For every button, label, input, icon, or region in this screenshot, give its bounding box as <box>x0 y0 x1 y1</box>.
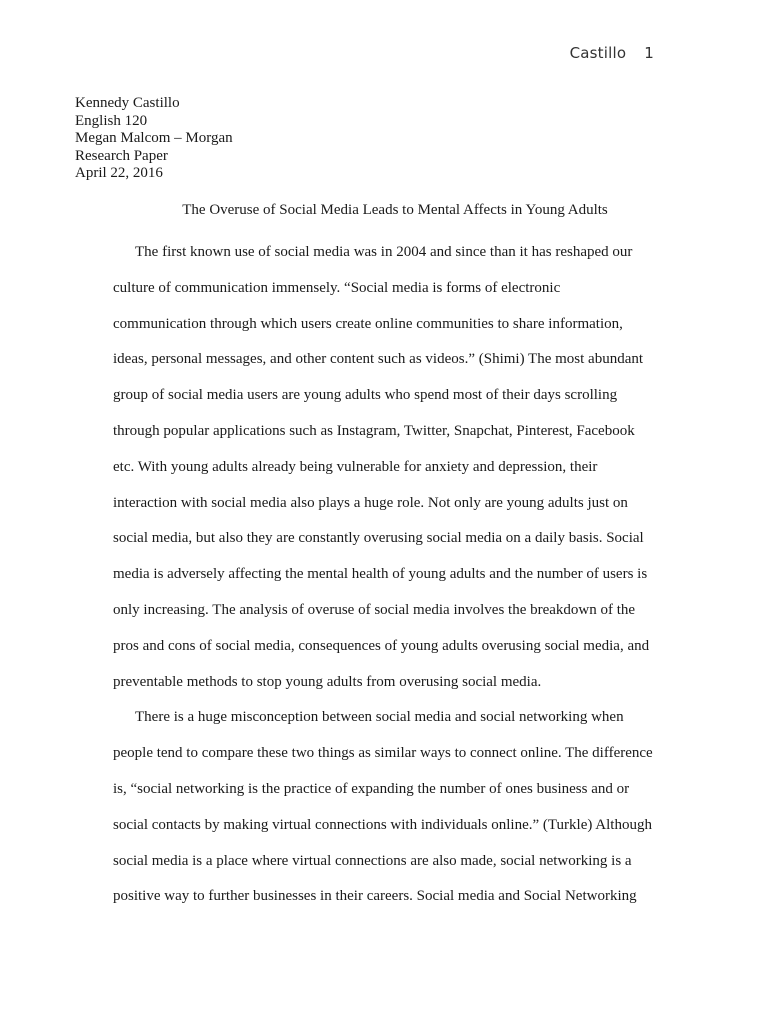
paragraph-2-line: social contacts by making virtual connections with individuals online.” (Turkle) Although <box>113 816 652 833</box>
paragraph-1-line: ideas, personal messages, and other content such as videos.” (Shimi) The most abundant <box>113 351 644 368</box>
paper-title: The Overuse of Social Media Leads to Mental Affects in Young Adults <box>182 202 608 218</box>
paragraph-1-line: group of social media users are young adults who spend most of their days scrolling <box>113 387 618 404</box>
paragraph-1-line: pros and cons of social media, consequences of young adults overusing social media, and <box>113 637 650 654</box>
paragraph-2-line: There is a huge misconception between social media and social networking when <box>135 709 624 726</box>
paragraph-1-line: through popular applications such as Instagram, Twitter, Snapchat, Pinterest, Facebook <box>113 422 635 439</box>
running-head <box>570 44 654 62</box>
paper-body <box>113 235 653 915</box>
paper-date: April 22, 2016 <box>75 165 163 181</box>
page-number: 1 <box>644 44 654 62</box>
paragraph-1-line: preventable methods to stop young adults from overusing social media. <box>113 673 542 690</box>
instructor-name: Megan Malcom – Morgan <box>75 130 233 146</box>
paragraph-1-line: media is adversely affecting the mental health of young adults and the number of users is <box>113 566 648 583</box>
paragraph-1-line: interaction with social media also plays a huge role. Not only are young adults just on <box>113 494 628 511</box>
assignment-name: Research Paper <box>75 147 168 164</box>
paragraph-2-line: is, “social networking is the practice of expanding the number of ones business and or <box>113 780 630 797</box>
student-name: Kennedy Castillo <box>75 95 180 111</box>
mla-heading <box>75 95 233 183</box>
paragraph-1-line: The first known use of social media was in 2004 and since than it has reshaped our <box>135 244 633 260</box>
paragraph-1-line: only increasing. The analysis of overuse of social media involves the breakdown of the <box>113 601 636 618</box>
running-head-surname: Castillo <box>569 44 627 62</box>
paragraph-1-line: etc. With young adults already being vulnerable for anxiety and depression, their <box>113 458 598 475</box>
paragraph-2-line: people tend to compare these two things as similar ways to connect online. The difference <box>113 745 653 762</box>
paragraph-2-line: social media is a place where virtual connections are also made, social networking is a <box>113 852 632 869</box>
paragraph-1-line: culture of communication immensely. “Social media is forms of electronic <box>113 279 561 296</box>
course-name: English 120 <box>75 112 148 129</box>
paragraph-1-line: social media, but also they are constantly overusing social media on a daily basis. Social <box>113 530 644 547</box>
paragraph-2-line: positive way to further businesses in their careers. Social media and Social Networking <box>113 888 637 905</box>
paragraph-1-line: communication through which users create online communities to share information, <box>113 315 623 332</box>
